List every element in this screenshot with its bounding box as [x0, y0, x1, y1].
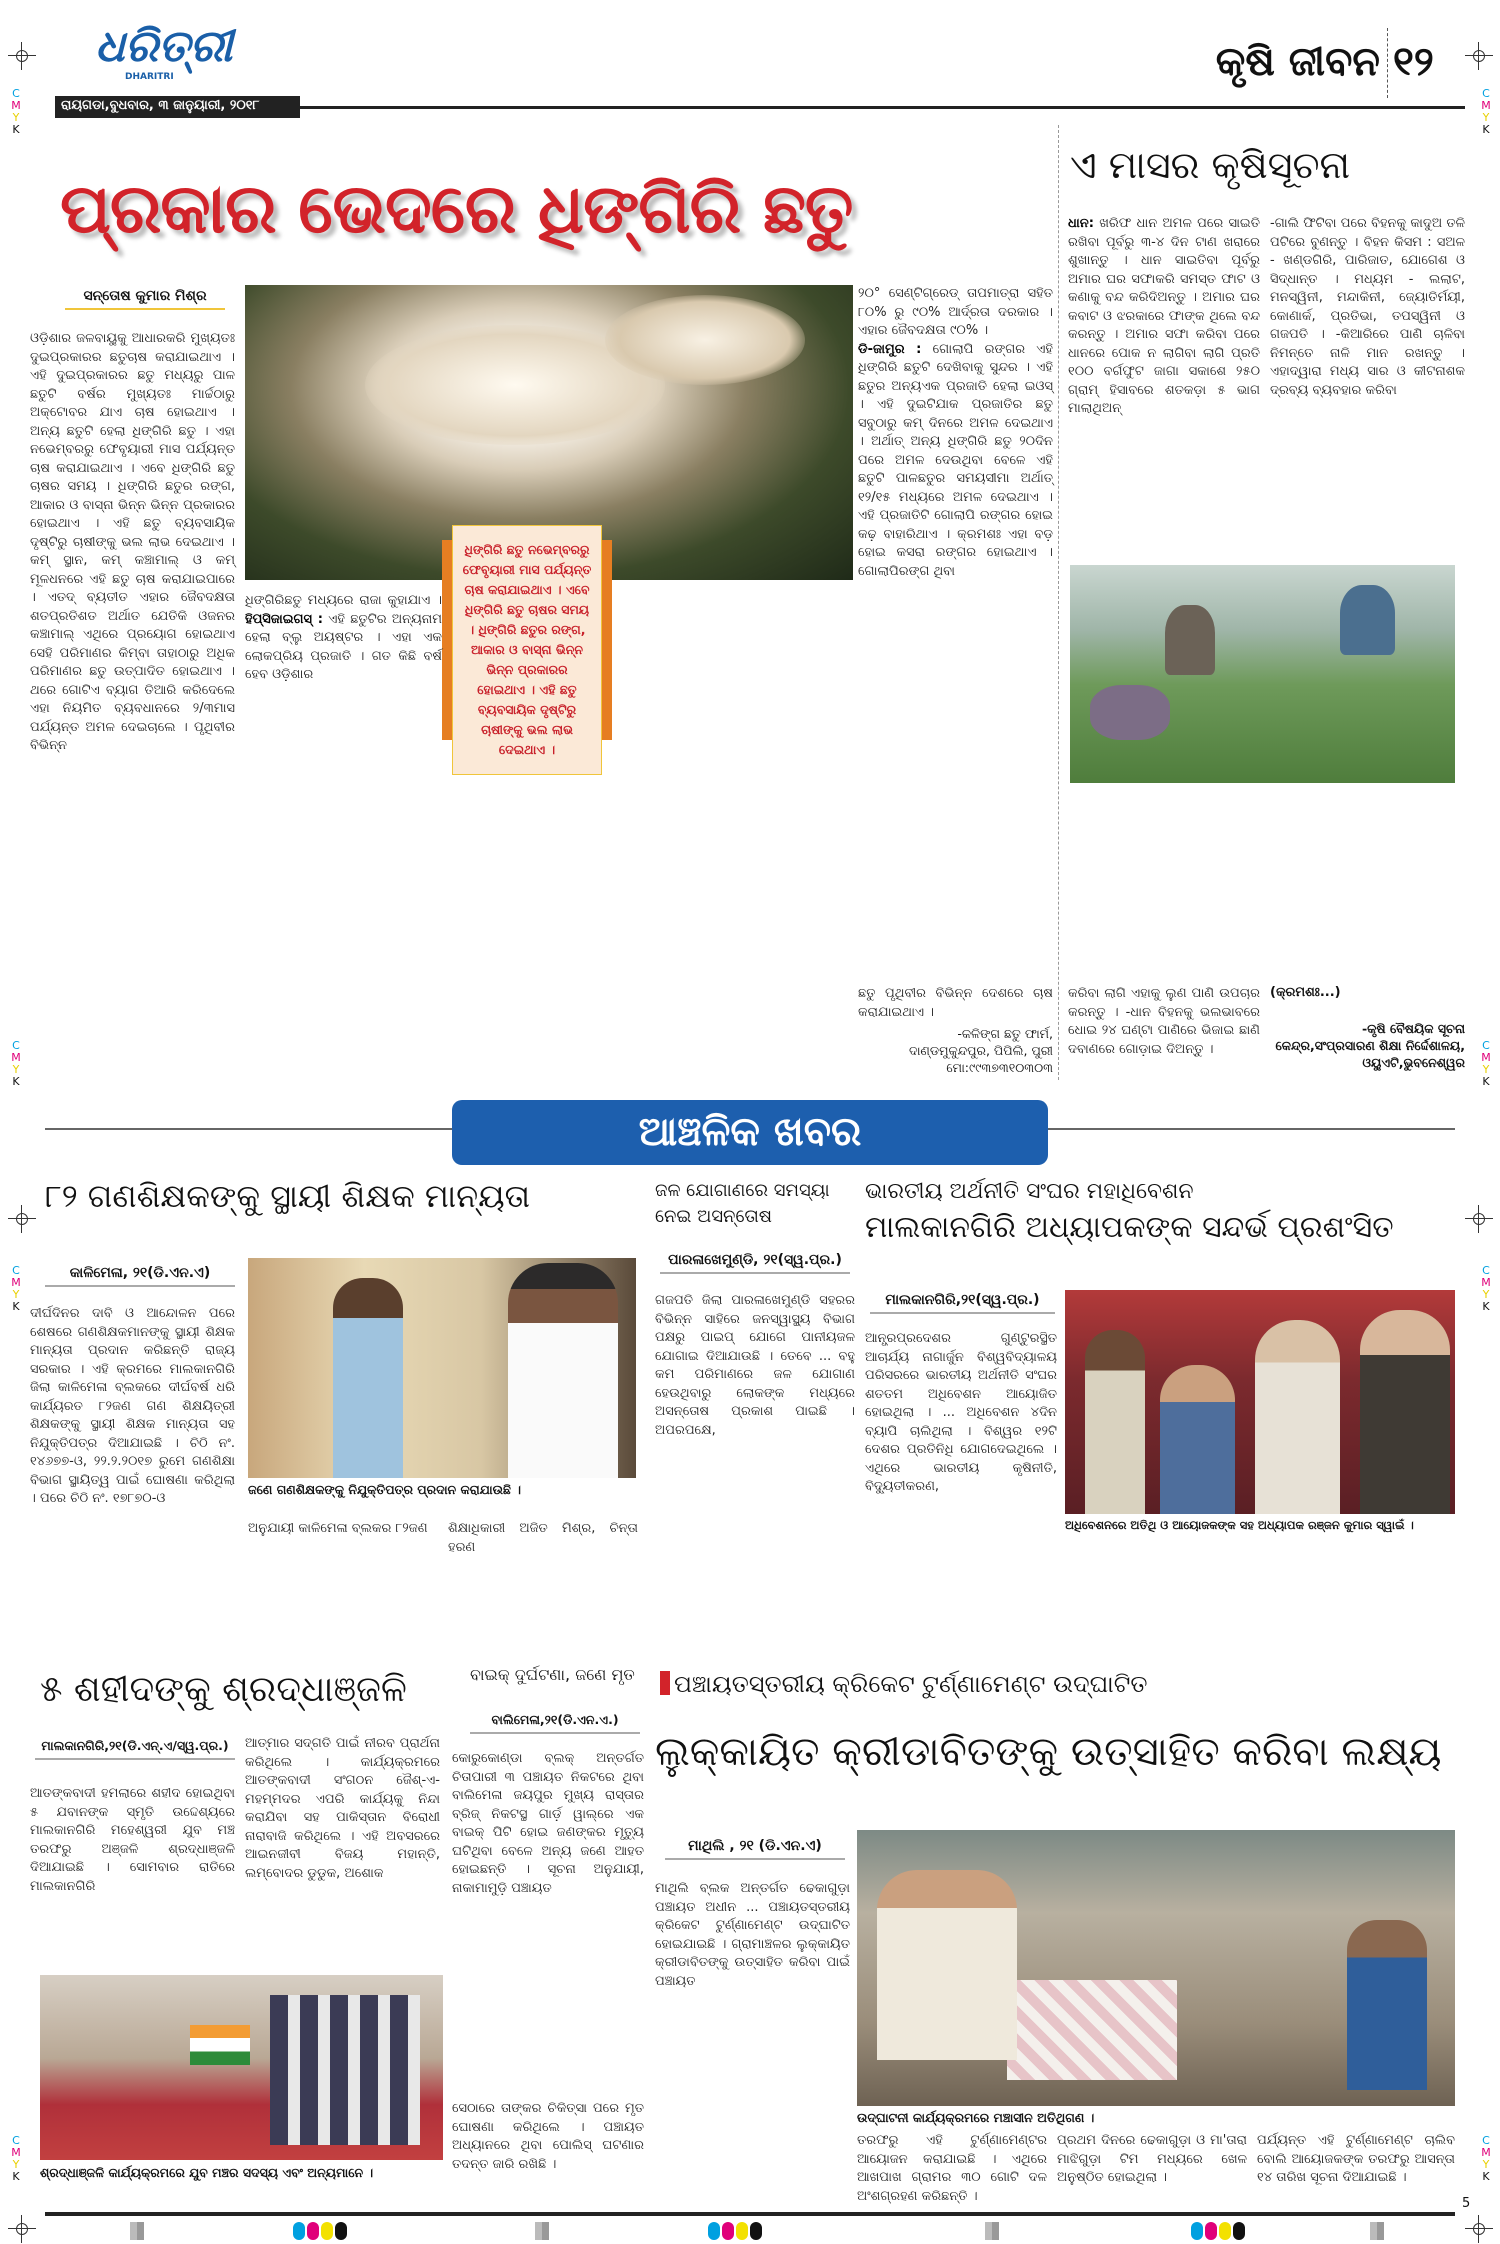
tips-column-2: [1270, 215, 1465, 545]
grey-patch: [985, 2222, 999, 2240]
tips-col3-text: କରିବା ଲାଗି ଏହାକୁ ଲୁଣ ପାଣି ଉପଚାର କରନ୍ତୁ । -ଧାନ ବିହନକୁ ଭଲଭାବରେ ଧୋଇ ୨୪ ଘଣ୍ଟା ପାଣିରେ ଭିଜାଇ ଛାଣି ଦବାଣରେ ଗୋଡ଼ାଇ ଦିଅନ୍ତୁ ।: [1068, 986, 1260, 1057]
color-bar: [707, 2222, 763, 2244]
cmyk-mark: C M Y K: [1481, 2134, 1491, 2183]
teachers-body-text: ଦୀର୍ଘଦିନର ଦାବି ଓ ଆନ୍ଦୋଳନ ପରେ ଶେଷରେ ଗଣଶିକ୍ଷକମାନଙ୍କୁ ସ୍ଥାୟୀ ଶିକ୍ଷକ ମାନ୍ୟତା ପ୍ରଦାନ କରିଛନ୍ତି ରାଜ୍ୟ ସରକାର । ଏହି କ୍ରମରେ ମାଲକାନଗିରି ଜିଲା କାଳିମେଳା ବ୍ଲକରେ ଦୀର୍ଘବର୍ଷ ଧରି କାର୍ଯ୍ୟରତ ୮୨ଜଣ ଗଣ ଶିକ୍ଷୟିତ୍ରୀ ଶିକ୍ଷକଙ୍କୁ ସ୍ଥାୟୀ ଶିକ୍ଷକ ମାନ୍ୟତା ସହ ନିଯୁକ୍ତିପତ୍ର ଦିଆଯାଇଛି । ଚିଠି ନଂ. ୧୪୬୭୭-ଓ, ୨୨.୨.୨୦୧୭ ରୁମେ ଗଣଶିକ୍ଷା ବିଭାଗ ସ୍ଥାୟିତ୍ୱ ପାଇଁ ଘୋଷଣା କରିଥିଲା । ପରେ ଚିଠି ନଂ. ୧୭୮୭୦-ଓ: [30, 1306, 235, 1506]
cricket-headline: ଲୁକ୍କାୟିତ କ୍ରୀଡାବିତଙ୍କୁ ଉତ୍ସାହିତ କରିବା ଲକ୍ଷ୍ୟ: [655, 1729, 1442, 1775]
teachers-body2-text: ଅନୁଯାୟୀ କାଳିମେଳା ବ୍ଲକର ୮୨ଜଣ: [248, 1521, 428, 1536]
footer-rule: [45, 2212, 1455, 2216]
footer-page-number: 5: [1462, 2196, 1471, 2211]
subhead-paddy: ଧାନ:: [1068, 216, 1094, 231]
cricket-bottom-1: [857, 2132, 1047, 2204]
cricket-bottom-text: ପର୍ଯ୍ୟନ୍ତ ଏହି ଟୁର୍ଣ୍ଣାମେଣ୍ଟ ଚାଲିବ ବୋଲି ଆୟୋଜକଙ୍କ ତରଫରୁ ଆସନ୍ତା ୧୪ ତାରିଖ ସୂଚନା ଦିଆଯାଇଛି ।: [1257, 2133, 1455, 2185]
econ-headline: ମାଲକାନଗିରି ଅଧ୍ୟାପକଙ୍କ ସନ୍ଦର୍ଭ ପ୍ରଶଂସିତ: [865, 1210, 1394, 1245]
teachers-body-2: [248, 1520, 438, 1630]
cricket-kicker-text: ପଞ୍ଚାୟତସ୍ତରୀୟ କ୍ରିକେଟ ଟୁର୍ଣ୍ଣାମେଣ୍ଟ ଉଦ୍‌ଘାଟିତ: [674, 1670, 1148, 1698]
lead-col2-intro: ଧିଙ୍ଗିରିଛତୁ ମଧ୍ୟରେ ରାଜା କୁହାଯାଏ ।: [245, 593, 442, 608]
color-bar: [292, 2222, 348, 2244]
lead-headline: ପ୍ରକାର ଭେଦରେ ଧିଙ୍ଗିରି ଛତୁ: [60, 170, 853, 249]
teachers-body3-text: ଶିକ୍ଷାଧିକାରୀ ଅଜିତ ମିଶ୍ର, ଚିନ୍ତା ହରଣ: [448, 1521, 638, 1555]
page-number-odia: ୧୨: [1393, 39, 1434, 85]
masthead-logo: [95, 22, 255, 82]
credit-line: -କୃଷି ବୈଷୟିକ ସୂଚନା: [1361, 1021, 1465, 1036]
column-separator: [1058, 125, 1059, 1080]
pull-quote: [452, 525, 602, 775]
lead-byline: ସନ୍ତୋଷ କୁମାର ମିଶ୍ର: [65, 288, 225, 310]
logo-text: ଧରିତ୍ରୀ: [95, 21, 233, 72]
cricket-bottom-2: [1057, 2132, 1247, 2187]
econ-kicker: ଭାରତୀୟ ଅର୍ଥନୀତି ସଂଘର ମହାଧିବେଶନ: [865, 1179, 1194, 1204]
lead-col1-text: ଓଡ଼ିଶାର ଜଳବାୟୁକୁ ଆଧାରକରି ମୁଖ୍ୟତଃ ଦୁଇପ୍ରକାରର ଛତୁଚାଷ କରାଯାଇଥାଏ । ଏହି ଦୁଇପ୍ରକାରର ଛତୁ ମଧ୍ୟରୁ ପାଳ ଛତୁଟି ବର୍ଷର ମୁଖ୍ୟତଃ ମାର୍ଚ୍ଚଠାରୁ ଅକ୍ଟୋବର ଯାଏ ଚାଷ ହୋଇଥାଏ । ଅନ୍ୟ ଛତୁଟି ହେଲା ଧିଙ୍ଗିରି ଛତୁ । ଏହା ନଭେମ୍ବରରୁ ଫେବୃୟାରୀ ମାସ ପର୍ଯ୍ୟନ୍ତ ଚାଷ କରାଯାଇଥାଏ । ଏବେ ଧିଙ୍ଗିରି ଛତୁ ଚାଷର ସମୟ । ଧିଙ୍ଗିରି ଛତୁର ରଙ୍ଗ, ଆକାର ଓ ବାସ୍ନା ଭିନ୍ନ ଭିନ୍ନ ପ୍ରକାରର ହୋଇଥାଏ । ଏହି ଛତୁ ବ୍ୟବସାୟିକ ଦୃଷ୍ଟିରୁ ଚାଷୀଙ୍କୁ ଭଲ ଲାଭ ଦେଇଥାଏ । କମ୍ ସ୍ଥାନ, କମ୍ କଞ୍ଚାମାଲ୍ ଓ କମ୍ ମୂଳଧନରେ ଏହି ଛତୁ ଚାଷ କରାଯାଇପାରେ । ଏତଦ୍ ବ୍ୟତୀତ ଏହାର ଜୈବଦକ୍ଷତା ଶତପ୍ରତିଶତ ଅର୍ଥାତ ଯେତିକି ଓଜନର କଞ୍ଚାମାଲ୍ ଏଥିରେ ପ୍ରୟୋଗ ହୋଇଥାଏ ସେହି ପରିମାଣର କିମ୍ବା ତାହାଠାରୁ ଅଧିକ ପରିମାଣର ଛତୁ ଉତ୍ପାଦିତ ହୋଇଥାଏ । ଥରେ ଗୋଟିଏ ବ୍ୟାଗ ତିଆରି କରିଦେଲେ ଏହା ନିୟମିତ ବ୍ୟବଧାନରେ ୨/୩ମାସ ପର୍ଯ୍ୟନ୍ତ ଅମଳ ଦେଇଚାଲେ । ପୃଥିବୀର ବିଭିନ୍ନ: [30, 331, 235, 753]
lead-column-5: [858, 285, 1053, 975]
teachers-headline: ୮୨ ଗଣଶିକ୍ଷକଙ୍କୁ ସ୍ଥାୟୀ ଶିକ୍ଷକ ମାନ୍ୟତା: [45, 1177, 531, 1215]
cricket-body: [655, 1880, 850, 2185]
grey-patch: [1370, 2222, 1384, 2240]
registration-mark: [1465, 42, 1493, 70]
water-body-text: ଗଜପତି ଜିଲା ପାରଳାଖେମୁଣ୍ଡି ସହରର ବିଭିନ୍ନ ସାହିରେ ଜନସ୍ୱାସ୍ଥ୍ୟ ବିଭାଗ ପକ୍ଷରୁ ପାଇପ୍ ଯୋଗେ ପାନୀୟଜଳ ଯୋଗାଇ ଦିଆଯାଉଛି । ତେବେ ... ବହୁ କମ ପରିମାଣରେ ଜଳ ଯୋଗାଣ ହେଉଥିବାରୁ ଲୋକଙ୍କ ମଧ୍ୟରେ ଅସନ୍ତୋଷ ପ୍ରକାଶ ପାଇଛି । ଅପରପକ୍ଷେ,: [655, 1293, 855, 1438]
bike-dateline: ବାଲିମେଳା,୨୧(ଡି.ଏନ.ଏ.): [470, 1712, 640, 1734]
registration-mark: [8, 42, 36, 70]
banner-text: ଆଞ୍ଚଳିକ ଖବର: [638, 1109, 862, 1155]
econ-photo: [1065, 1290, 1455, 1514]
credit-line: ଓୟୁଏଟି,ଭୁବନେଶ୍ୱର: [1362, 1055, 1465, 1070]
cricket-body-text: ମାଥିଲି ବ୍ଲକ ଅନ୍ତର୍ଗତ ଢେକାଗୁଡ଼ା ପଞ୍ଚାୟତ ଅଧୀନ ... ପଞ୍ଚାୟତସ୍ତରୀୟ କ୍ରିକେଟ ଟୁର୍ଣ୍ଣାମେଣ୍ଟ ଉଦ୍‌ଘାଟିତ ହୋଇଯାଇଛି । ଗ୍ରାମାଞ୍ଚଳର ଲୁକ୍କାୟିତ କ୍ରୀଡାବିତଙ୍କୁ ଉତ୍ସାହିତ କରିବା ପାଇଁ ପଞ୍ଚାୟତ: [655, 1881, 850, 1989]
color-bar: [1190, 2222, 1246, 2244]
teachers-photo: [248, 1258, 636, 1478]
paddy-field-photo: [1070, 565, 1455, 783]
logo-subtext: DHARITRI: [125, 72, 174, 82]
subhead-hypsizygus: ହିପ୍‌ସିଜାଇଗସ୍ :: [245, 611, 323, 627]
lead-column-3: [450, 790, 647, 1075]
lead-column-5-end: [858, 985, 1053, 1025]
registration-mark: [1465, 2215, 1493, 2243]
section-title: କୃଷି ଜୀବନ: [1215, 39, 1380, 85]
lead-col5-end: ଛତୁ ପୃଥିବୀର ବିଭିନ୍ନ ଦେଶରେ ଚାଷ କରାଯାଇଥାଏ ।: [858, 986, 1053, 1020]
lead-credit: [858, 1025, 1053, 1076]
cricket-dateline: ମାଥିଲି , ୨୧ (ଡି.ଏନ.ଏ): [665, 1838, 845, 1860]
red-marker: [660, 1671, 670, 1695]
lead-column-2: [245, 592, 442, 1075]
econ-body-text: ଆନ୍ଧ୍ରପ୍ରଦେଶର ଗୁଣ୍ଟୁରସ୍ଥିତ ଆଚାର୍ଯ୍ୟ ନାଗାର୍ଜୁନ ବିଶ୍ୱବିଦ୍ୟାଳୟ ପରିସରରେ ଭାରତୀୟ ଅର୍ଥନୀତି ସଂଘର ଶତତମ ଅଧିବେଶନ ଆୟୋଜିତ ହୋଇଥିଲା । ... ଅଧିବେଶନ ୪ଦିନ ବ୍ୟାପି ଚାଲିଥିଲା । ବିଶ୍ୱର ୧୨ଟି ଦେଶର ପ୍ରତିନିଧି ଯୋଗଦେଇଥିଲେ । ଏଥିରେ ଭାରତୀୟ କୃଷିନୀତି, ବିଦ୍ୟୁତୀକରଣ,: [865, 1331, 1057, 1494]
cmyk-mark: C M Y K: [11, 1264, 21, 1313]
credit-line: ମୋ:୯୯୩୭୩୧୦୩୦୩: [946, 1060, 1053, 1075]
cmyk-mark: C M Y K: [11, 1039, 21, 1088]
water-headline: ଜଳ ଯୋଗାଣରେ ସମସ୍ୟା ନେଇ ଅସନ୍ତୋଷ: [655, 1180, 830, 1227]
martyrs-body: [30, 1785, 235, 1960]
martyrs-dateline: ମାଲକାନଗିରି,୨୧(ଡି.ଏନ୍.ଏ/ସ୍ୱ.ପ୍ର.): [35, 1738, 235, 1760]
water-dateline: ପାରଳାଖେମୁଣ୍ଡି, ୨୧(ସ୍ୱ.ପ୍ର.): [660, 1252, 850, 1274]
water-body: [655, 1292, 855, 1630]
bike-body: [452, 1750, 644, 2080]
martyrs-photo: [40, 1975, 443, 2160]
martyrs-photo-caption: ଶ୍ରଦ୍ଧାଞ୍ଜଳି କାର୍ଯ୍ୟକ୍ରମରେ ଯୁବ ମଞ୍ଚର ସଦସ୍ୟ ଏବଂ ଅନ୍ୟମାନେ ।: [40, 2165, 374, 2180]
lead-col5-intro: ୨୦° ସେଣ୍ଟିଗ୍ରେଡ୍ ତାପମାତ୍ରା ସହିତ ୮୦% ରୁ ୯୦% ଆର୍ଦ୍ରତା ଦରକାର । ଏହାର ଜୈବଦକ୍ଷତା ୯୦% ।: [858, 286, 1053, 338]
subhead-djamor: ଡି-ଜାମୁର :: [858, 341, 922, 357]
teachers-photo-caption: ଜଣେ ଗଣଶିକ୍ଷକଙ୍କୁ ନିଯୁକ୍ତିପତ୍ର ପ୍ରଦାନ କରାଯାଉଛି ।: [248, 1482, 521, 1497]
teachers-dateline: କାଳିମେଳା, ୨୧(ଡି.ଏନ.ଏ): [45, 1265, 235, 1287]
tips-column-3: [1068, 985, 1260, 1080]
pull-quote-text: ଧିଙ୍ଗିରି ଛତୁ ନଭେମ୍ବରରୁ ଫେବୃୟାରୀ ମାସ ପର୍ଯ୍ୟନ୍ତ ଚାଷ କରାଯାଇଥାଏ । ଏବେ ଧିଙ୍ଗିରି ଛତୁ ଚାଷର ସମୟ । ଧିଙ୍ଗିରି ଛତୁର ରଙ୍ଗ, ଆକାର ଓ ବାସ୍ନା ଭିନ୍ନ ଭିନ୍ନ ପ୍ରକାରର ହୋଇଥାଏ । ଏହି ଛତୁ ବ୍ୟବସାୟିକ ଦୃଷ୍ଟିରୁ ଚାଷୀଙ୍କୁ ଭଲ ଲାଭ ଦେଇଥାଏ ।: [462, 542, 592, 757]
grey-patch: [535, 2222, 549, 2240]
registration-mark: [1465, 1205, 1493, 1233]
teachers-body-3: [448, 1520, 638, 1630]
cmyk-mark: C M Y K: [11, 87, 21, 136]
tips-col2-text: -ଗାଲି ଫିଟିବା ପରେ ବିହନକୁ କାଦୁଅ ତଳି ପଟିରେ ବୁଣନ୍ତୁ । ବିହନ କିସମ : ସଅଳ - ଖଣ୍ଡଗିରି, ପାରିଜାତ, ଯୋଗେଶ ଓ ସିଦ୍ଧାନ୍ତ । ମଧ୍ୟମ - ଲଲାଟ, ମନସ୍ୱିନୀ, ମନ୍ଦାକିନୀ, ଜ୍ୟୋତିର୍ମୟୀ, କୋଣାର୍କ, ପ୍ରତିଭା, ତପସ୍ୱିନୀ ଓ ଗଜପତି । -କିଆରିରେ ପାଣି ଚାଳିବା ନିମନ୍ତେ ନାଳି ମାନ ରଖନ୍ତୁ । ଏହାଦ୍ୱାରା ମଧ୍ୟ ସାର ଓ କୀଟନାଶକ ଦ୍ରବ୍ୟ ବ୍ୟବହାର କରିବା: [1270, 216, 1465, 398]
cricket-photo-caption: ଉଦ୍‌ଘାଟନୀ କାର୍ଯ୍ୟକ୍ରମରେ ମଞ୍ଚାସୀନ ଅତିଥିଗଣ ।: [857, 2110, 1095, 2125]
cmyk-mark: C M Y K: [1481, 1264, 1491, 1313]
registration-mark: [8, 1205, 36, 1233]
martyrs-body2-text: ଆତ୍ମାର ସଦ୍‌ଗତି ପାଇଁ ନୀରବ ପ୍ରାର୍ଥନା କରିଥିଲେ । କାର୍ଯ୍ୟକ୍ରମରେ ଆତଙ୍କବାଦୀ ସଂଗଠନ ଜୈଶ୍-ଏ-ମହମ୍ମଦର ଏପରି କାର୍ଯ୍ୟକୁ ନିନ୍ଦା କରାଯିବା ସହ ପାକିସ୍ତାନ ବିରୋଧୀ ନାରାବାଜି କରିଥିଲେ । ଏହି ଅବସରରେ ଆଇନଜୀବୀ ବିଜୟ ମହାନ୍ତି, ଲମ୍ବୋଦର ଡୁଡୁକ, ଅଶୋକ: [245, 1736, 440, 1881]
registration-mark: [8, 2215, 36, 2243]
cricket-bottom-text: ତରଫରୁ ଏହି ଟୁର୍ଣ୍ଣାମେଣ୍ଟର ଆୟୋଜନ କରାଯାଇଛି । ଏଥିରେ ଆଖପାଖ ଗ୍ରାମର ୩୦ ଗୋଟି ଦଳ ଅଂଶଗ୍ରହଣ କରିଛନ୍ତି ।: [857, 2133, 1047, 2204]
cmyk-mark: C M Y K: [11, 2134, 21, 2183]
econ-dateline: ମାଲକାନଗିରି,୨୧(ସ୍ୱ.ପ୍ର.): [870, 1292, 1055, 1314]
tips-continued: (କ୍ରମଶଃ...): [1270, 985, 1341, 1000]
credit-line: କେନ୍ଦ୍ର,ସଂପ୍ରସାରଣ ଶିକ୍ଷା ନିର୍ଦ୍ଦେଶାଳୟ,: [1275, 1038, 1465, 1053]
econ-body: [865, 1330, 1057, 1630]
bike-body-text: କୋରୁକୋଣ୍ଡା ବ୍ଲକ୍ ଅନ୍ତର୍ଗତ ଚିତାପାରୀ ୩ ପଞ୍ଚାୟତ ନିକଟରେ ଥିବା ବାଲିମେଳା ଜୟପୁର ମୁଖ୍ୟ ରାସ୍ତାର ବ୍ରିଜ୍ ନିକଟସ୍ଥ ଗାର୍ଡ଼ ୱାଲ୍‌ରେ ଏକ ବାଇକ୍ ପିଟି ହୋଇ ଜଣଙ୍କର ମୃତ୍ୟୁ ଘଟିଥିବା ବେଳେ ଅନ୍ୟ ଜଣେ ଆହତ ହୋଇଛନ୍ତି । ସୂଚନା ଅନୁଯାୟୀ, ନାକାମାମୁଡ଼ି ପଞ୍ଚାୟତ: [452, 1751, 644, 1896]
masthead-rule: [300, 106, 1465, 109]
tips-credit: [1270, 1020, 1465, 1071]
martyrs-headline: ୫ ଶହୀଦଙ୍କୁ ଶ୍ରଦ୍ଧାଞ୍ଜଳି: [40, 1669, 407, 1710]
edition-dateline: ରାୟଗଡା,ବୁଧବାର, ୩ ଜାନୁୟାରୀ, ୨୦୧୮: [55, 96, 300, 118]
bike-body-end: [452, 2100, 644, 2185]
cricket-kicker: [660, 1666, 1455, 1702]
cmyk-mark: C M Y K: [1481, 1039, 1491, 1088]
credit-line: ଦାଣ୍ଡମୁକୁନ୍ଦପୁର, ପିପିଲି, ପୁରୀ: [908, 1043, 1053, 1058]
bike-body-end-text: ସେଠାରେ ତାଙ୍କର ଚିକିତ୍ସା ପରେ ମୃତ ଘୋଷଣା କରିଥିଲେ । ପଞ୍ଚାୟତ ଅଧ୍ୟାନରେ ଥିବା ପୋଲିସ୍ ଘଟଣାର ତଦନ୍ତ ଜାରି ରଖିଛି ।: [452, 2101, 644, 2172]
bike-headline: ବାଇକ୍ ଦୁର୍ଘଟଣା, ଜଣେ ମୃତ: [470, 1665, 635, 1684]
cricket-bottom-text: ପ୍ରଥମ ଦିନରେ ଢେକାଗୁଡ଼ା ଓ ମା'ତାରା ମାଝିଗୁଡ଼ା ଟିମ ମଧ୍ୟରେ ଖେଳ ଅନୁଷ୍ଠିତ ହୋଇଥିଲା ।: [1057, 2133, 1247, 2185]
teachers-body: [30, 1305, 235, 1630]
martyrs-body-2: [245, 1735, 440, 1960]
cricket-bottom-3: [1257, 2132, 1455, 2187]
tips-title: ଏ ମାସର କୃଷିସୂଚନା: [1070, 143, 1351, 187]
lead-col2-text: ଏହି ଛତୁଟିର ଅନ୍ୟନାମ ହେଲା ବ୍ଲୁ ଅୟଷ୍ଟର । ଏହା ଏକ ଲୋକପ୍ରିୟ ପ୍ରଜାତି । ଗତ କିଛି ବର୍ଷ ହେବ ଓଡ଼ିଶାର: [245, 611, 442, 682]
tips-col1-text: ଖରିଫ ଧାନ ଅମଳ ପରେ ସାଇତି ରଖିବା ପୂର୍ବରୁ ୩-୪ ଦିନ ଟାଣ ଖରାରେ ଶୁଖାନ୍ତୁ । ଧାନ ସାଇତିବା ପୂର୍ବରୁ ଅମାର ଘର ସଫାକରି ସମସ୍ତ ଫାଟ ଓ କଣାକୁ ବନ୍ଦ କରିଦିଅନ୍ତୁ । ଅମାର ଘର କବାଟ ଓ ଝରକାରେ ଫାଙ୍କ ଥିଲେ ବନ୍ଦ କରନ୍ତୁ । ଅମାର ସଫା କରିବା ପରେ ଧାନରେ ପୋକ ନ ଲାଗିବା ଲାଗି ପ୍ରତି ୧୦୦ ବର୍ଗଫୁଟ ଜାଗା ସକାଶେ ୨୫୦ ଗ୍ରାମ୍ ହିସାବରେ ଶତକଡ଼ା ୫ ଭାଗ ମାଲାଥିଅନ୍: [1068, 216, 1260, 416]
credit-line: -କଳିଙ୍ଗ ଛତୁ ଫାର୍ମ,: [957, 1026, 1053, 1041]
section-divider: [1387, 28, 1388, 98]
martyrs-body-text: ଆତଙ୍କବାଦୀ ହମଲାରେ ଶହୀଦ ହୋଇଥିବା ୫ ଯବାନଙ୍କ ସ୍ମୃତି ଉଦ୍ଦେଶ୍ୟରେ ମାଲକାନଗିରି ମହେଶ୍ୱରୀ ଯୁବ ମଞ୍ଚ ତରଫରୁ ଅଞ୍ଜଳି ଶ୍ରଦ୍ଧାଞ୍ଜଳି ଦିଆଯାଇଛି । ସୋମବାର ରାତିରେ ମାଲକାନଗିରି: [30, 1786, 235, 1894]
lead-column-1: [30, 330, 235, 1075]
tips-column-1: [1068, 215, 1260, 545]
cricket-photo: [857, 1830, 1455, 2106]
econ-photo-caption: ଅଧିବେଶନରେ ଅତିଥି ଓ ଆୟୋଜକଙ୍କ ସହ ଅଧ୍ୟାପକ ରଞ୍ଜନ କୁମାର ସ୍ୱାଇଁ ।: [1065, 1518, 1414, 1532]
regional-news-banner: [452, 1100, 1048, 1165]
cmyk-mark: C M Y K: [1481, 87, 1491, 136]
lead-col5-text: ଗୋଲାପି ରଙ୍ଗର ଏହି ଧିଙ୍ଗିରି ଛତୁଟି ଦେଖିବାକୁ ସୁନ୍ଦର । ଏହି ଛତୁର ଅନ୍ୟଏକ ପ୍ରଜାତି ହେଲା ଇଓସ୍ । ଏହି ଦୁଇଟିଯାକ ପ୍ରଜାତିର ଛତୁ ସବୁଠାରୁ କମ୍ ଦିନରେ ଅମଳ ଦେଇଥାଏ । ଅର୍ଥାତ୍ ଅନ୍ୟ ଧିଙ୍ଗିରି ଛତୁ ୨୦ଦିନ ପରେ ଅମଳ ଦେଉଥିବା ବେଳେ ଏହି ଛତୁଟି ପାଳଛତୁର ସମୟସୀମା ଅର୍ଥାତ୍ ୧୨/୧୫ ମଧ୍ୟରେ ଅମଳ ଦେଇଥାଏ । ଏହି ପ୍ରଜାତିଟି ଗୋଲାପି ରଙ୍ଗର ହୋଇ କଢ଼ ବାହାରିଥାଏ । କ୍ରମଶଃ ଏହା ବଡ଼ ହୋଇ କସରା ରଙ୍ଗର ହୋଇଥାଏ । ଗୋଲାପିରଙ୍ଗ ଥିବା: [858, 341, 1053, 579]
grey-patch: [130, 2222, 144, 2240]
